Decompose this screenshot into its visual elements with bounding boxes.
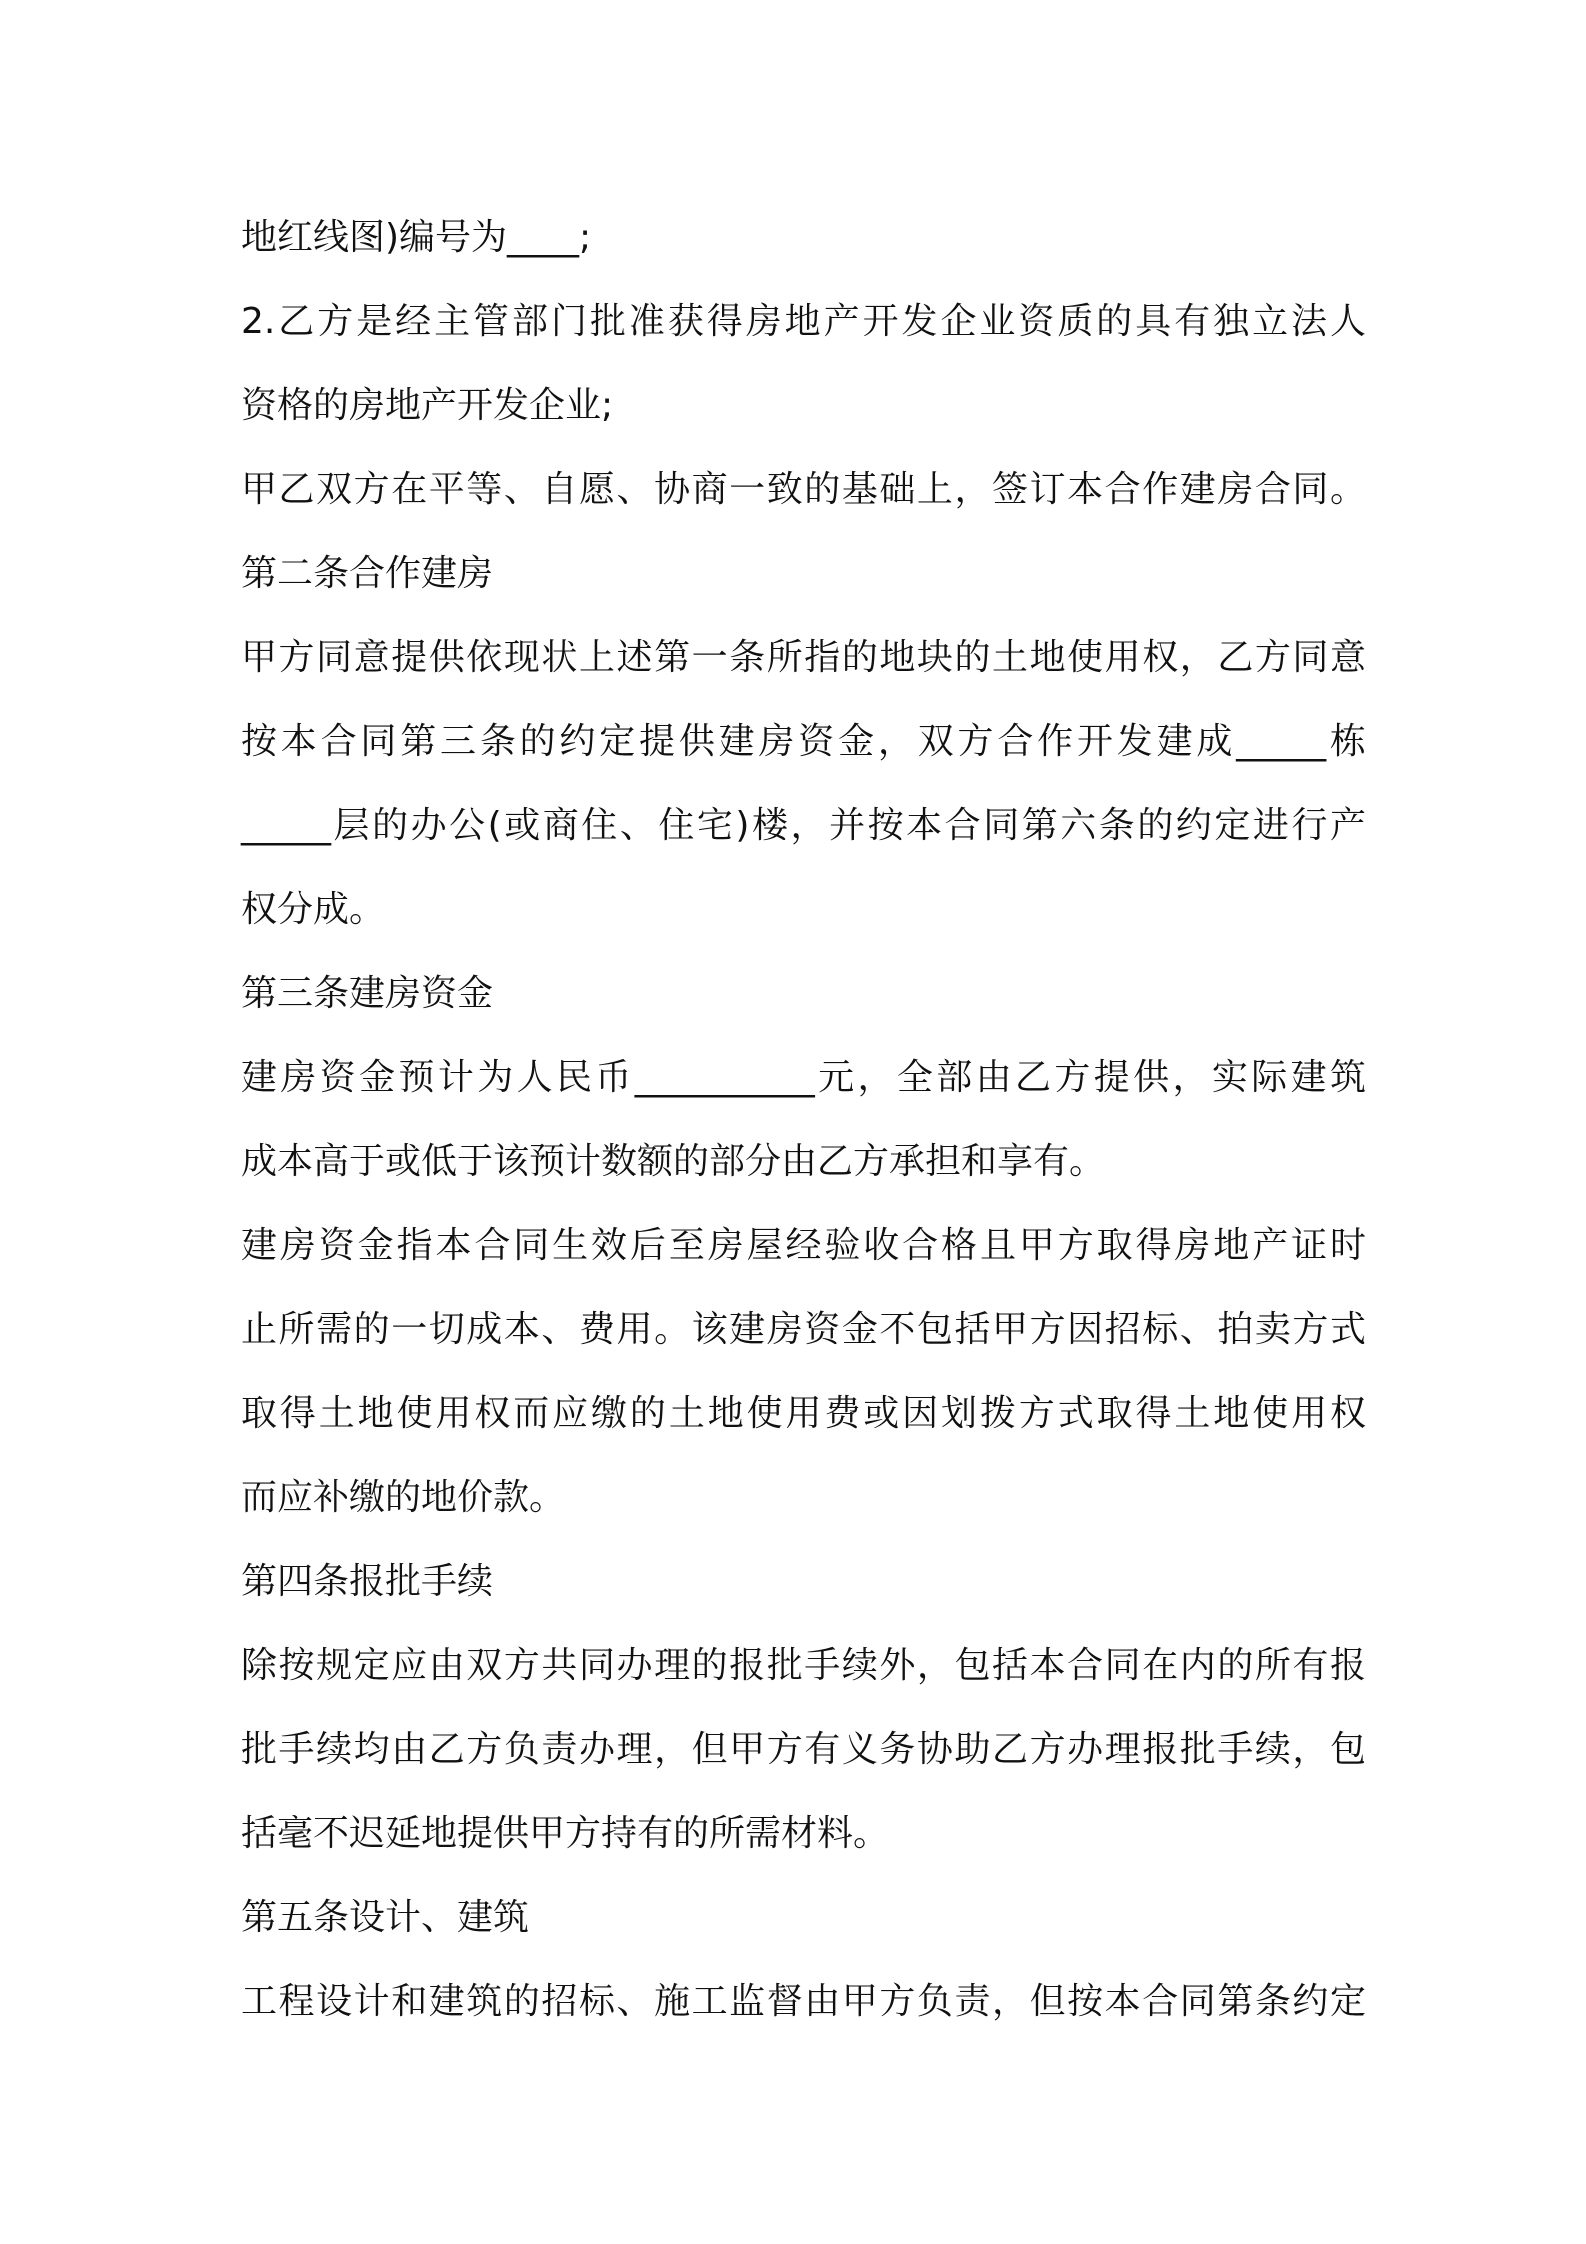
text-line: 括毫不迟延地提供甲方持有的所需材料。 bbox=[241, 1813, 890, 1854]
text-line: 2.乙方是经主管部门批准获得房地产开发企业资质的具有独立法人 bbox=[241, 301, 1366, 342]
text-line: 而应补缴的地价款。 bbox=[241, 1477, 566, 1518]
text-line: 资格的房地产开发企业; bbox=[241, 385, 614, 426]
text-line: 取得土地使用权而应缴的土地使用费或因划拨方式取得土地使用权 bbox=[241, 1393, 1366, 1434]
text-line: 权分成。 bbox=[241, 889, 386, 930]
text-line: 批手续均由乙方负责办理，但甲方有义务协助乙方办理报批手续，包 bbox=[241, 1729, 1366, 1770]
text-line: _____层的办公(或商住、住宅)楼，并按本合同第六条的约定进行产 bbox=[241, 805, 1366, 846]
section-heading: 第三条建房资金 bbox=[241, 973, 494, 1014]
text-line: 成本高于或低于该预计数额的部分由乙方承担和享有。 bbox=[241, 1141, 1106, 1182]
text-line: 地红线图)编号为____; bbox=[241, 217, 592, 258]
text-line: 甲乙双方在平等、自愿、协商一致的基础上，签订本合作建房合同。 bbox=[241, 469, 1366, 510]
text-line: 止所需的一切成本、费用。该建房资金不包括甲方因招标、拍卖方式 bbox=[241, 1309, 1366, 1350]
text-line: 建房资金指本合同生效后至房屋经验收合格且甲方取得房地产证时 bbox=[241, 1225, 1366, 1266]
section-heading: 第四条报批手续 bbox=[241, 1561, 494, 1602]
section-heading: 第二条合作建房 bbox=[241, 553, 494, 594]
section-heading: 第五条设计、建筑 bbox=[241, 1897, 530, 1938]
text-line: 建房资金预计为人民币__________元，全部由乙方提供，实际建筑 bbox=[241, 1057, 1366, 1098]
text-line: 按本合同第三条的约定提供建房资金，双方合作开发建成_____栋 bbox=[241, 721, 1366, 762]
text-line: 甲方同意提供依现状上述第一条所指的地块的土地使用权，乙方同意 bbox=[241, 637, 1366, 678]
text-line: 工程设计和建筑的招标、施工监督由甲方负责，但按本合同第条约定 bbox=[241, 1981, 1366, 2022]
text-line: 除按规定应由双方共同办理的报批手续外，包括本合同在内的所有报 bbox=[241, 1645, 1366, 1686]
contract-text-body bbox=[241, 196, 1366, 2044]
